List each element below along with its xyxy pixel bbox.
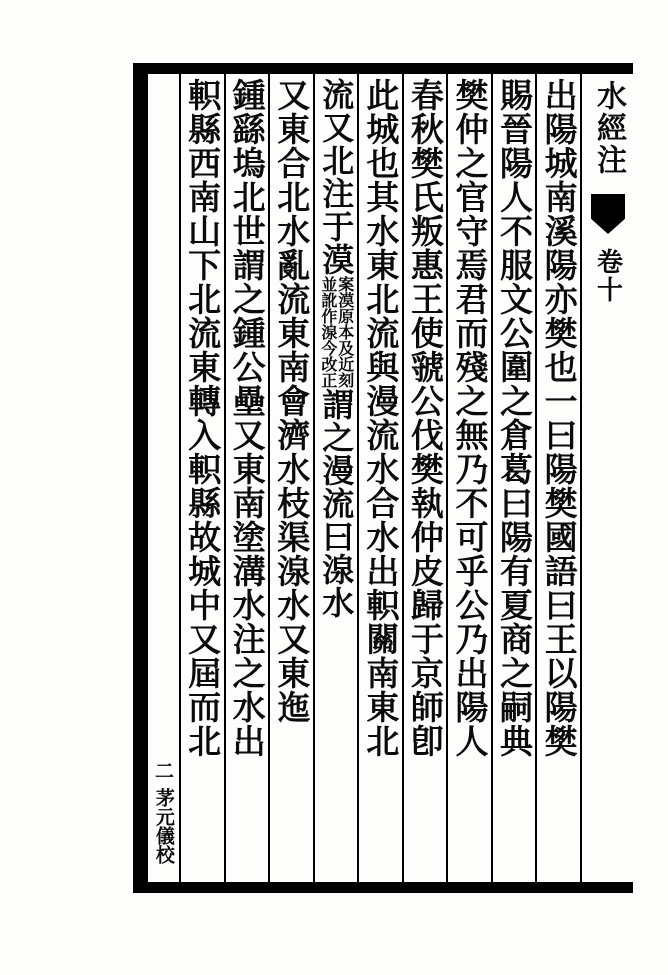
text-column-7 xyxy=(268,74,313,882)
column-text: 鍾繇塢北世謂之鍾公壘又東南塗溝水注之水出 xyxy=(227,78,267,758)
text-column-4 xyxy=(402,74,447,882)
column-text: 賜晉陽人不服文公圍之倉葛曰陽有夏商之嗣典 xyxy=(495,78,534,758)
commentary-line-left: 並訛作湶今改正 xyxy=(318,276,338,388)
text-column-6 xyxy=(313,74,358,882)
interlinear-commentary xyxy=(319,276,353,388)
page-number: 二 xyxy=(151,761,174,780)
column-text: 又東合北水亂流東南會濟水枝渠湶水又東迤 xyxy=(272,78,312,724)
text-column-9 xyxy=(179,74,224,882)
page-text-block xyxy=(145,74,634,882)
column-text: 春秋樊氏叛惠王使虢公伐樊執仲皮歸于京師卽 xyxy=(405,78,445,758)
commentary-line-right: 案漠原本及近刻 xyxy=(335,276,355,388)
text-column-2 xyxy=(491,74,536,882)
column-text: 軹縣西南山下北流東轉入軹縣故城中又屆而北 xyxy=(183,78,223,758)
column-text-before-note: 流又北注于漠 xyxy=(317,78,356,276)
column-text-after-note: 謂之漫流曰湶水 xyxy=(317,388,356,619)
editor-note: 茅元儀校 xyxy=(152,788,175,864)
column-text: 此城也其水東北流與漫流水合水出軹關南東北 xyxy=(361,78,401,758)
text-column-5 xyxy=(357,74,402,882)
column-text: 出陽城南溪陽亦樊也一曰陽樊國語曰王以陽樊 xyxy=(539,78,579,758)
text-column-1 xyxy=(535,74,580,882)
column-text: 樊仲之官守焉君而殘之無乃不可乎公乃出陽人 xyxy=(450,78,490,758)
text-columns xyxy=(148,74,634,882)
center-fold-band xyxy=(580,74,634,882)
volume-label: 卷十 xyxy=(592,248,623,304)
text-column-3 xyxy=(446,74,491,882)
book-title: 水經注 xyxy=(591,80,626,176)
fishtail-icon xyxy=(591,194,625,234)
text-column-8 xyxy=(224,74,269,882)
left-margin-band xyxy=(148,74,179,882)
page-border-frame xyxy=(133,63,633,893)
